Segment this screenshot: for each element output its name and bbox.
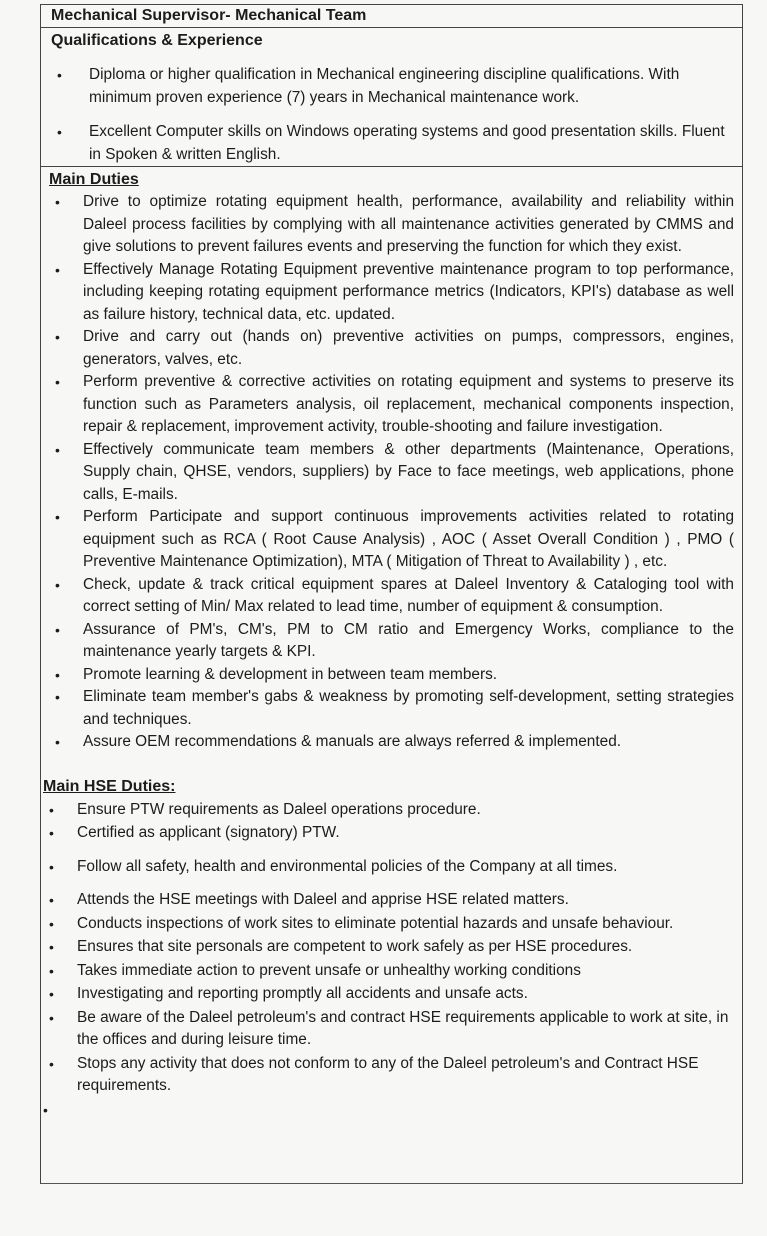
bullet-icon: • xyxy=(55,576,60,593)
list-item: • Stops any activity that does not conform to any of the Daleel petroleum's and Contract HSE requirements. xyxy=(49,1054,699,1094)
empty-bullet-icon: • xyxy=(43,1101,48,1118)
list-item: • Ensure PTW requirements as Daleel operations procedure. xyxy=(43,799,734,822)
qualifications-heading: Qualifications & Experience xyxy=(51,32,263,49)
list-item: • Excellent Computer skills on Windows operating systems and good presentation skills. Fluent in Spoken & written English. xyxy=(57,123,725,163)
list-item: • Be aware of the Daleel petroleum's and contract HSE requirements applicable to work at site, in the offices and during leisure time. xyxy=(49,1008,729,1048)
bullet-icon: • xyxy=(55,441,60,458)
list-item: • Diploma or higher qualification in Mechanical engineering discipline qualifications. With minimum proven experience (7) years in Mechanical maintenance work. xyxy=(57,66,680,106)
bullet-icon: • xyxy=(55,666,60,683)
list-item: • Check, update & track critical equipment spares at Daleel Inventory & Cataloging tool with correct setting of Min/ Max related to lead time, number of equipment & consumption. xyxy=(55,575,734,615)
list-item: • Eliminate team member's gabs & weakness by promoting self-development, setting strategies and techniques. xyxy=(55,688,734,728)
hse-duties-heading: Main HSE Duties: xyxy=(43,777,176,795)
bullet-icon: • xyxy=(55,689,60,705)
bullet-icon: • xyxy=(49,986,54,1002)
list-item: • Drive and carry out (hands on) preventive activities on pumps, compressors, engines, generators, valves, etc. xyxy=(55,328,734,368)
qualifications-section xyxy=(41,28,742,167)
list-item: • Ensures that site personals are competent to work safely as per HSE procedures. xyxy=(43,936,734,959)
list-item: • Effectively communicate team members & other departments (Maintenance, Operations, Supply chain, QHSE, vendors, suppliers) by Face to face meetings, web applications, phone calls, E-mails. xyxy=(55,440,734,503)
list-item: • Takes immediate action to prevent unsafe or unhealthy working conditions xyxy=(43,960,734,983)
list-item: • Certified as applicant (signatory) PTW. xyxy=(43,822,734,845)
qualifications-list xyxy=(51,64,732,166)
bullet-icon: • xyxy=(49,962,54,979)
bullet-icon: • xyxy=(57,67,62,83)
job-description-table xyxy=(40,4,743,1184)
bullet-icon: • xyxy=(55,261,60,278)
list-item: • Promote learning & development in between team members. xyxy=(49,664,734,687)
list-item: • Drive to optimize rotating equipment health, performance, availability and reliability within Daleel process facilities by complying with all maintenance activities generated by CMMS and give solutions to prevent failures events and preserving the function for which they exist. xyxy=(55,193,734,255)
bullet-icon: • xyxy=(49,1009,54,1026)
bullet-icon: • xyxy=(55,329,60,345)
bullet-icon: • xyxy=(57,124,62,140)
list-item: • Perform preventive & corrective activities on rotating equipment and systems to preserve its function such as Parameters analysis, oil replacement, mechanical components inspection, repair & replacement, improvement activity, trouble-shooting and failure investigation. xyxy=(55,373,734,435)
list-item: • Perform Participate and support continuous improvements activities related to rotating equipment such as RCA ( Root Cause Analysis) , AOC ( Asset Overall Condition ) , PMO ( Preventive Maintenance Optimization), MTA ( Mitigation of Threat to Availability ) , etc. xyxy=(55,508,734,570)
list-item: • Conducts inspections of work sites to eliminate potential hazards and unsafe behaviour. xyxy=(43,913,734,936)
bullet-icon: • xyxy=(49,801,54,818)
main-duties-list xyxy=(49,191,734,754)
list-item: • Investigating and reporting promptly all accidents and unsafe acts. xyxy=(43,983,734,1006)
bullet-icon: • xyxy=(55,374,60,390)
hse-duties-list xyxy=(43,799,734,1098)
bullet-icon: • xyxy=(49,939,54,955)
job-title: Mechanical Supervisor- Mechanical Team xyxy=(41,5,742,28)
bullet-icon: • xyxy=(55,509,60,525)
bullet-icon: • xyxy=(49,892,54,908)
list-item: • Attends the HSE meetings with Daleel and apprise HSE related matters. xyxy=(43,889,734,912)
main-duties-section xyxy=(41,167,742,754)
main-duties-heading: Main Duties xyxy=(49,171,139,188)
bullet-icon: • xyxy=(49,1055,54,1072)
bullet-icon: • xyxy=(49,858,54,875)
bullet-icon: • xyxy=(49,825,54,841)
list-item: • Assure OEM recommendations & manuals are always referred & implemented. xyxy=(49,731,734,754)
bullet-icon: • xyxy=(55,194,60,210)
list-item: • Effectively Manage Rotating Equipment preventive maintenance program to top performance, including keeping rotating equipment performance metrics (Indicators, KPI's) database as well as failure history, technical data, etc. updated. xyxy=(55,260,734,323)
bullet-icon: • xyxy=(55,621,60,638)
list-item: • Assurance of PM's, CM's, PM to CM ratio and Emergency Works, compliance to the maintenance yearly targets & KPI. xyxy=(55,620,734,660)
list-item: • Follow all safety, health and environmental policies of the Company at all times. xyxy=(43,856,734,879)
bullet-icon: • xyxy=(55,734,60,750)
bullet-icon: • xyxy=(49,915,54,932)
hse-duties-section xyxy=(41,754,742,1118)
